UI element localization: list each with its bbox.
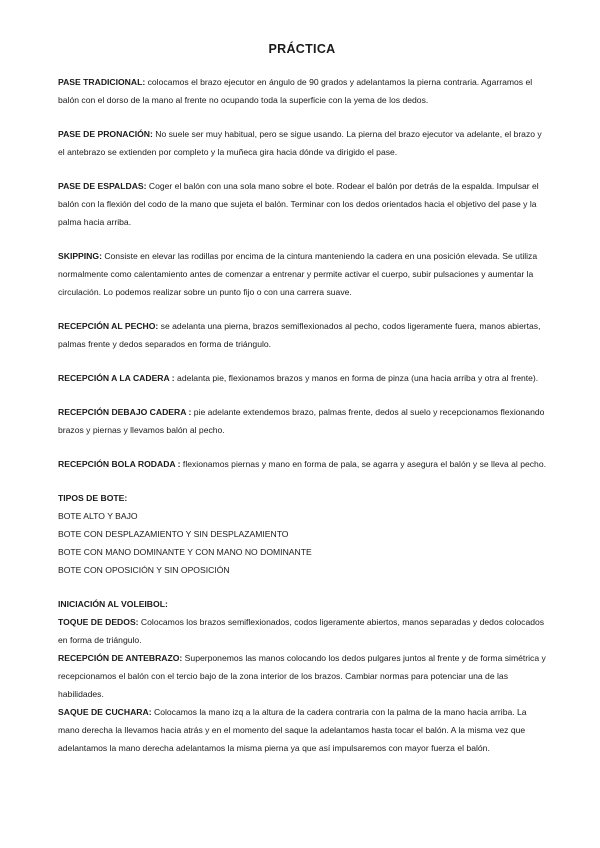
section-text: pie adelante extendemos brazo, palmas frente, dedos al suelo y recepcionamos flexionando brazos y piernas y llevamos balón al pecho. <box>58 407 545 435</box>
voleibol-term: SAQUE DE CUCHARA: <box>58 707 152 717</box>
section-term: RECEPCIÓN AL PECHO: <box>58 321 159 331</box>
page-title: PRÁCTICA <box>268 42 336 56</box>
voleibol-item-recepcion-antebrazo <box>58 649 546 703</box>
voleibol-term: TOQUE DE DEDOS: <box>58 617 139 627</box>
section-recepcion-bola-rodada <box>58 455 546 473</box>
section-recepcion-debajo-cadera <box>58 403 546 439</box>
section-pase-espaldas <box>58 177 546 231</box>
section-term: PASE DE PRONACIÓN: <box>58 129 153 139</box>
bote-item: BOTE CON MANO DOMINANTE Y CON MANO NO DOMINANTE <box>58 547 312 557</box>
tipos-de-bote <box>58 489 546 579</box>
voleibol-text: Superponemos las manos colocando los dedos pulgares juntos al frente y de forma simétrica y recepcionamos el balón con el tercio bajo de la zona interior de los brazos. Cambiar normas para potenciar una de las habilidades. <box>58 653 546 699</box>
section-text: se adelanta una pierna, brazos semiflexionados al pecho, codos ligeramente fuera, manos abiertas, palmas frente y dedos separados en forma de triángulo. <box>58 321 541 349</box>
section-term: RECEPCIÓN DEBAJO CADERA : <box>58 407 192 417</box>
bote-item: BOTE CON DESPLAZAMIENTO Y SIN DESPLAZAMIENTO <box>58 529 289 539</box>
bote-item: BOTE CON OPOSICIÓN Y SIN OPOSICIÓN <box>58 565 230 575</box>
section-text: adelanta pie, flexionamos brazos y manos en forma de pinza (una hacia arriba y otra al frente). <box>174 373 539 383</box>
voleibol-item-toque-dedos <box>58 613 546 649</box>
section-pase-tradicional <box>58 73 546 109</box>
section-text: Coger el balón con una sola mano sobre el bote. Rodear el balón por detrás de la espalda. Impulsar el balón con la flexión del codo de la mano que sujeta el balón. Terminar con los dedos orientados hacia el objetivo del pase y la palma hacia arriba. <box>58 181 539 227</box>
section-text: colocamos el brazo ejecutor en ángulo de 90 grados y adelantamos la pierna contraria. Agarramos el balón con el dorso de la mano al frente no ocupando toda la superficie con la yema de los dedos. <box>58 77 533 105</box>
section-skipping <box>58 247 546 301</box>
bote-title: TIPOS DE BOTE: <box>58 493 128 503</box>
document-page <box>58 42 546 773</box>
voleibol-term: RECEPCIÓN DE ANTEBRAZO: <box>58 653 183 663</box>
voleibol-item-saque-cuchara <box>58 703 546 757</box>
section-recepcion-pecho <box>58 317 546 353</box>
bote-item: BOTE ALTO Y BAJO <box>58 511 138 521</box>
voleibol-title: INICIACIÓN AL VOLEIBOL: <box>58 599 168 609</box>
section-text: No suele ser muy habitual, pero se sigue usando. La pierna del brazo ejecutor va adelante, el brazo y el antebrazo se extienden por completo y la muñeca gira hacia dónde va dirigido el pase. <box>58 129 542 157</box>
section-pase-pronacion <box>58 125 546 161</box>
section-term: RECEPCIÓN BOLA RODADA : <box>58 459 181 469</box>
section-term: PASE DE ESPALDAS: <box>58 181 147 191</box>
voleibol-text: Colocamos la mano izq a la altura de la cadera contraria con la palma de la mano hacia arriba. La mano derecha la llevamos hacia atrás y en el momento del saque la adelantamos hasta tocar el balón. A la misma vez que adelantamos la mano derecha adelantamos la misma pierna ya que así impulsaremos con mayor fuerza el balón. <box>58 707 527 753</box>
section-text: flexionamos piernas y mano en forma de pala, se agarra y asegura el balón y se lleva al pecho. <box>180 459 546 469</box>
section-term: RECEPCIÓN A LA CADERA : <box>58 373 175 383</box>
section-term: SKIPPING: <box>58 251 102 261</box>
section-recepcion-cadera <box>58 369 546 387</box>
section-term: PASE TRADICIONAL: <box>58 77 146 87</box>
iniciacion-voleibol <box>58 595 546 757</box>
voleibol-text: Colocamos los brazos semiflexionados, codos ligeramente abiertos, manos separadas y dedos colocados en forma de triángulo. <box>58 617 545 645</box>
section-text: Consiste en elevar las rodillas por encima de la cintura manteniendo la cadera en una posición elevada. Se utiliza normalmente como calentamiento antes de comenzar a entrenar y permite activar el cuerpo, subir pulsaciones y aumentar la circulación. Lo podemos realizar sobre un punto fijo o con una carrera suave. <box>58 251 538 297</box>
